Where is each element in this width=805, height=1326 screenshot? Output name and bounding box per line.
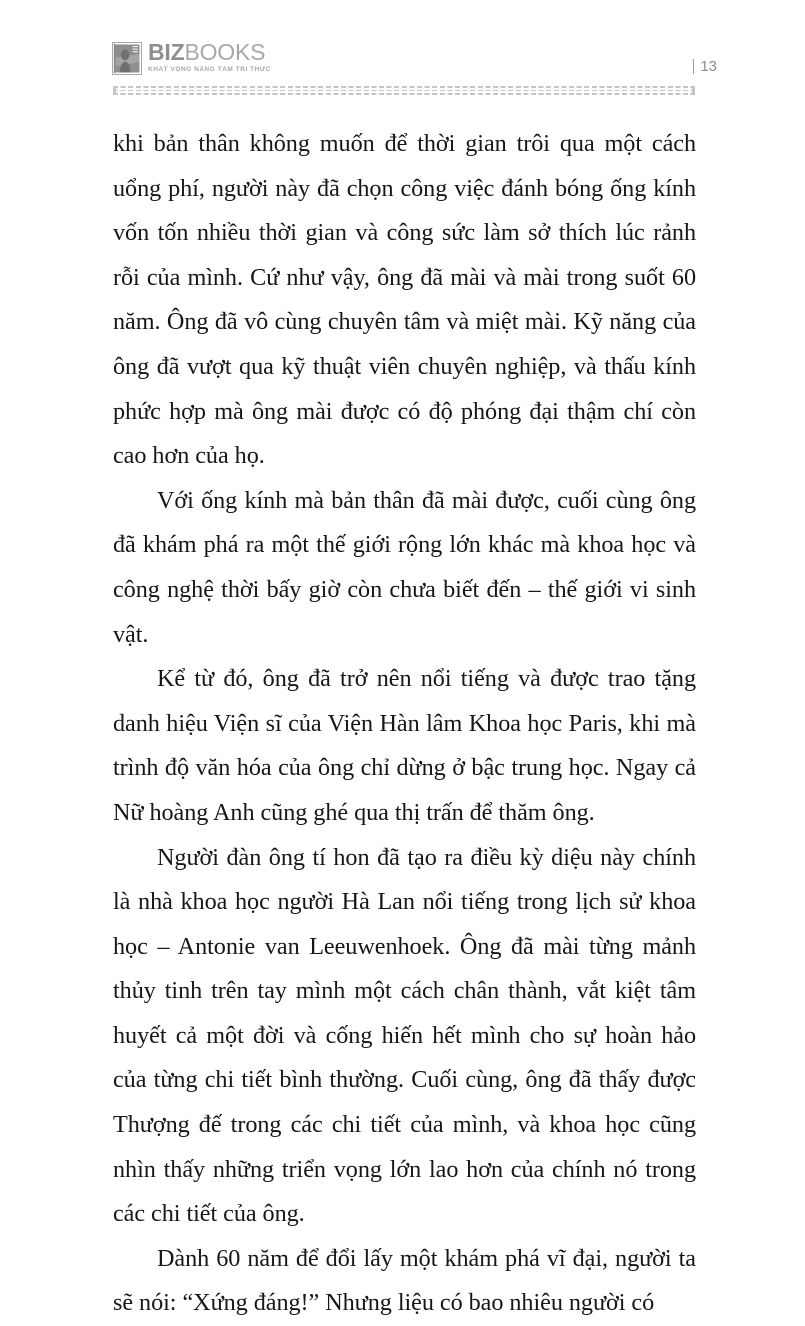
logo-wordmark-biz: BIZ bbox=[148, 39, 185, 65]
paragraph-microworld: Với ống kính mà bản thân đã mài được, cuối cùng ông đã khám phá ra một thế giới rộng lớn khác mà khoa học và công nghệ thời bấy giờ còn chưa biết đến – thế giới vi sinh vật. bbox=[113, 486, 696, 648]
paragraph-academy: Kể từ đó, ông đã trở nên nổi tiếng và được trao tặng danh hiệu Viện sĩ của Viện Hàn lâm Khoa học Paris, khi mà trình độ văn hóa của ông chỉ dừng ở bậc trung học. Ngay cả Nữ hoàng Anh cũng ghé qua thị trấn để thăm ông. bbox=[113, 665, 696, 826]
logo-wordmark bbox=[148, 41, 266, 63]
header-divider-cap-right bbox=[692, 86, 695, 95]
logo-tagline: KHÁT VỌNG NÂNG TẦM TRI THỨC bbox=[148, 66, 272, 73]
page-content bbox=[113, 122, 696, 1326]
paragraph-worth-it: Dành 60 năm để đổi lấy một khám phá vĩ đại, người ta sẽ nói: “Xứng đáng!” Nhưng liệu có bao nhiêu người có bbox=[113, 1244, 696, 1317]
header-divider-cap-left bbox=[113, 86, 116, 95]
paragraph-leeuwenhoek: Người đàn ông tí hon đã tạo ra điều kỳ diệu này chính là nhà khoa học người Hà Lan nổi tiếng trong lịch sử khoa học – Antonie van Leeuwenhoek. Ông đã mài từng mảnh thủy tinh trên tay mình một cách chân thành, vắt kiệt tâm huyết cả một đời và cống hiến hết mình cho sự hoàn hảo của từng chi tiết bình thường. Cuối cùng, ông đã thấy được Thượng đế trong các chi tiết của mình, và khoa học cũng nhìn thấy những triển vọng lớn lao hơn của chính nó trong các chi tiết của ông. bbox=[113, 843, 696, 1228]
logo-text-block bbox=[148, 39, 272, 73]
bizbooks-emblem-icon bbox=[112, 42, 142, 75]
page-header bbox=[0, 0, 805, 100]
page-number bbox=[693, 58, 717, 75]
page-number-separator-icon bbox=[693, 59, 694, 74]
logo-wordmark-books: BOOKS bbox=[184, 39, 266, 65]
bizbooks-logo bbox=[112, 39, 272, 74]
header-divider bbox=[113, 86, 695, 95]
paragraph-continuation: khi bản thân không muốn để thời gian trôi qua một cách uổng phí, người này đã chọn công việc đánh bóng ống kính vốn tốn nhiều thời gian và công sức làm sở thích lúc rảnh rỗi của mình. Cứ như vậy, ông đã mài và mài trong suốt 60 năm. Ông đã vô cùng chuyên tâm và miệt mài. Kỹ năng của ông đã vượt qua kỹ thuật viên chuyên nghiệp, và thấu kính phức hợp mà ông mài được có độ phóng đại thậm chí còn cao hơn của họ. bbox=[113, 130, 696, 470]
page-number-value: 13 bbox=[700, 58, 717, 75]
